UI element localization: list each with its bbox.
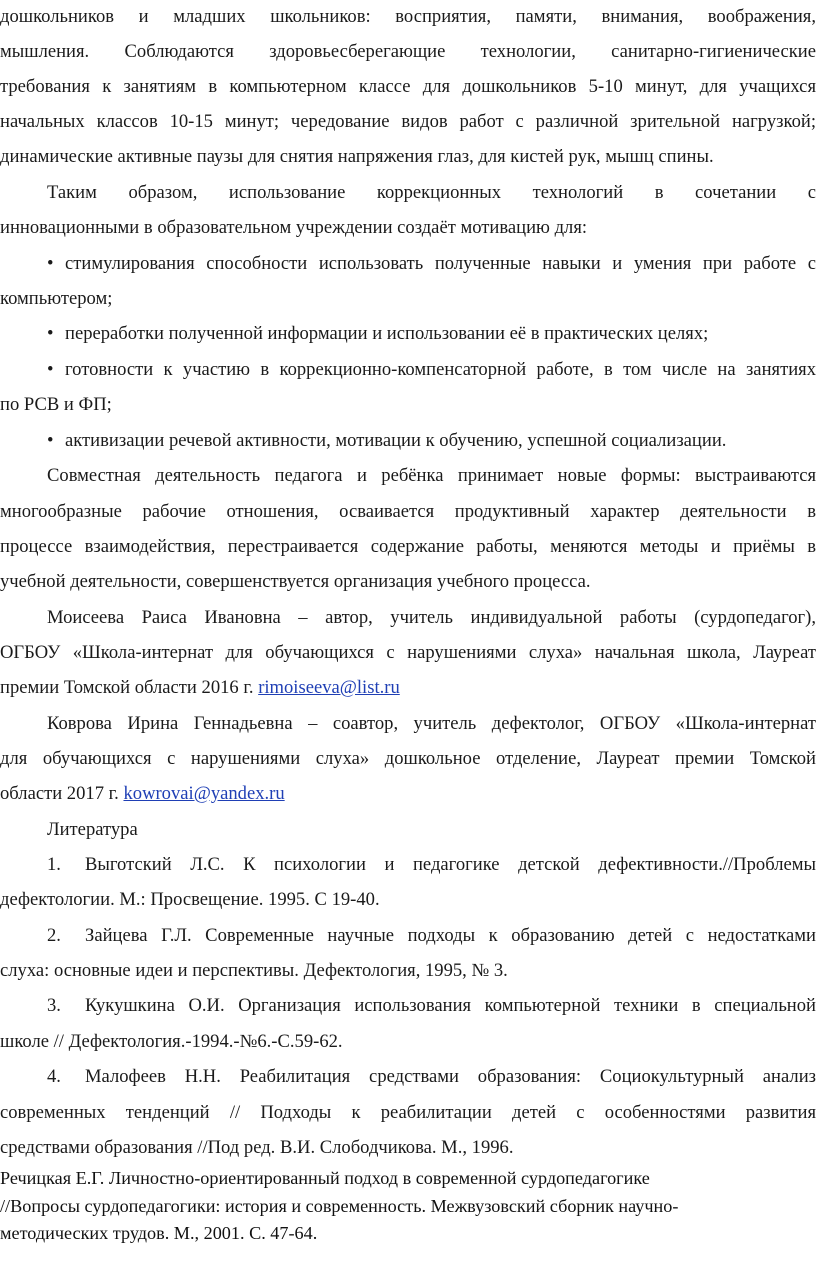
author-1-line-2: ОГБОУ «Школа-интернат для обучающихся с нарушениями слуха» начальная школа, Лауреат	[0, 642, 816, 663]
reference-3-line-2: школе // Дефектология.-1994.-№6.-С.59-62.	[0, 1031, 343, 1052]
bullet-icon: •	[47, 359, 54, 380]
author-2-line-1: Коврова Ирина Геннадьевна – соавтор, учитель дефектолог, ОГБОУ «Школа-интернат	[47, 713, 816, 734]
paragraph-1-line-1: дошкольников и младших школьников: восприятия, памяти, внимания, воображения,	[0, 6, 816, 27]
paragraph-1-line-5: динамические активные паузы для снятия напряжения глаз, для кистей рук, мышц спины.	[0, 146, 714, 167]
paragraph-1-line-4: начальных классов 10-15 минут; чередование видов работ с различной зрительной нагрузкой;	[0, 111, 816, 132]
bullet-item-3-line-2: по РСВ и ФП;	[0, 394, 112, 415]
bullet-icon: •	[47, 253, 54, 274]
paragraph-3-line-1: Совместная деятельность педагога и ребёнка принимает новые формы: выстраиваются	[47, 465, 816, 486]
paragraph-3-line-3: процессе взаимодействия, перестраивается содержание работы, меняются методы и приёмы в	[0, 536, 816, 557]
author-1-line-1: Моисеева Раиса Ивановна – автор, учитель индивидуальной работы (сурдопедагог),	[47, 607, 816, 628]
reference-4-line-2: современных тенденций // Подходы к реабилитации детей с особенностями развития	[0, 1102, 816, 1123]
bullet-icon: •	[47, 430, 54, 451]
reference-5-line-2: //Вопросы сурдопедагогики: история и современность. Межвузовский сборник научно-	[0, 1196, 679, 1216]
reference-2-line-2: слуха: основные идеи и перспективы. Дефектология, 1995, № 3.	[0, 960, 508, 981]
bullet-item-4: • активизации речевой активности, мотивации к обучению, успешной социализации.	[47, 428, 816, 454]
references-heading: Литература	[47, 819, 138, 840]
author-2-email-link[interactable]: kowrovai@yandex.ru	[123, 783, 285, 804]
bullet-item-1-line-1: • стимулирования способности использовать полученные навыки и умения при работе с	[47, 251, 816, 277]
paragraph-1-line-2: мышления. Соблюдаются здоровьесберегающие технологии, санитарно-гигиенические	[0, 41, 816, 62]
author-2-line-2: для обучающихся с нарушениями слуха» дошкольное отделение, Лауреат премии Томской	[0, 748, 816, 769]
paragraph-2-line-2: инновационными в образовательном учреждении создаёт мотивацию для:	[0, 217, 588, 238]
paragraph-2-line-1: Таким образом, использование коррекционных технологий в сочетании с	[47, 182, 816, 203]
paragraph-1-line-3: требования к занятиям в компьютерном классе для дошкольников 5-10 минут, для учащихся	[0, 76, 816, 97]
bullet-item-1-line-2: компьютером;	[0, 288, 113, 309]
reference-2-line-1: 2. Зайцева Г.Л. Современные научные подходы к образованию детей с недостатками	[47, 925, 816, 946]
reference-3-line-1: 3. Кукушкина О.И. Организация использования компьютерной техники в специальной	[47, 995, 816, 1016]
bullet-icon: •	[47, 323, 54, 344]
author-1-line-3: премии Томской области 2016 г. rimoiseeva@list.ru	[0, 677, 400, 698]
bullet-item-2: • переработки полученной информации и использовании её в практических целях;	[47, 321, 816, 347]
paragraph-3-line-2: многообразные рабочие отношения, осваивается продуктивный характер деятельности в	[0, 501, 816, 522]
reference-5-line-3: методических трудов. М., 2001. С. 47-64.	[0, 1223, 318, 1243]
reference-4-line-1: 4. Малофеев Н.Н. Реабилитация средствами образования: Социокультурный анализ	[47, 1066, 816, 1087]
author-2-line-3: области 2017 г. kowrovai@yandex.ru	[0, 783, 285, 804]
reference-1-line-2: дефектологии. М.: Просвещение. 1995. С 19-40.	[0, 889, 380, 910]
reference-1-line-1: 1. Выготский Л.С. К психологии и педагогике детской дефективности.//Проблемы	[47, 854, 816, 875]
paragraph-3-line-4: учебной деятельности, совершенствуется организация учебного процесса.	[0, 571, 591, 592]
reference-4-line-3: средствами образования //Под ред. В.И. Слободчикова. М., 1996.	[0, 1137, 514, 1158]
reference-5-line-1: Речицкая Е.Г. Личностно-ориентированный подход в современной сурдопедагогике	[0, 1168, 650, 1188]
author-1-email-link[interactable]: rimoiseeva@list.ru	[258, 677, 400, 698]
bullet-item-3-line-1: • готовности к участию в коррекционно-компенсаторной работе, в том числе на занятиях	[47, 357, 816, 383]
